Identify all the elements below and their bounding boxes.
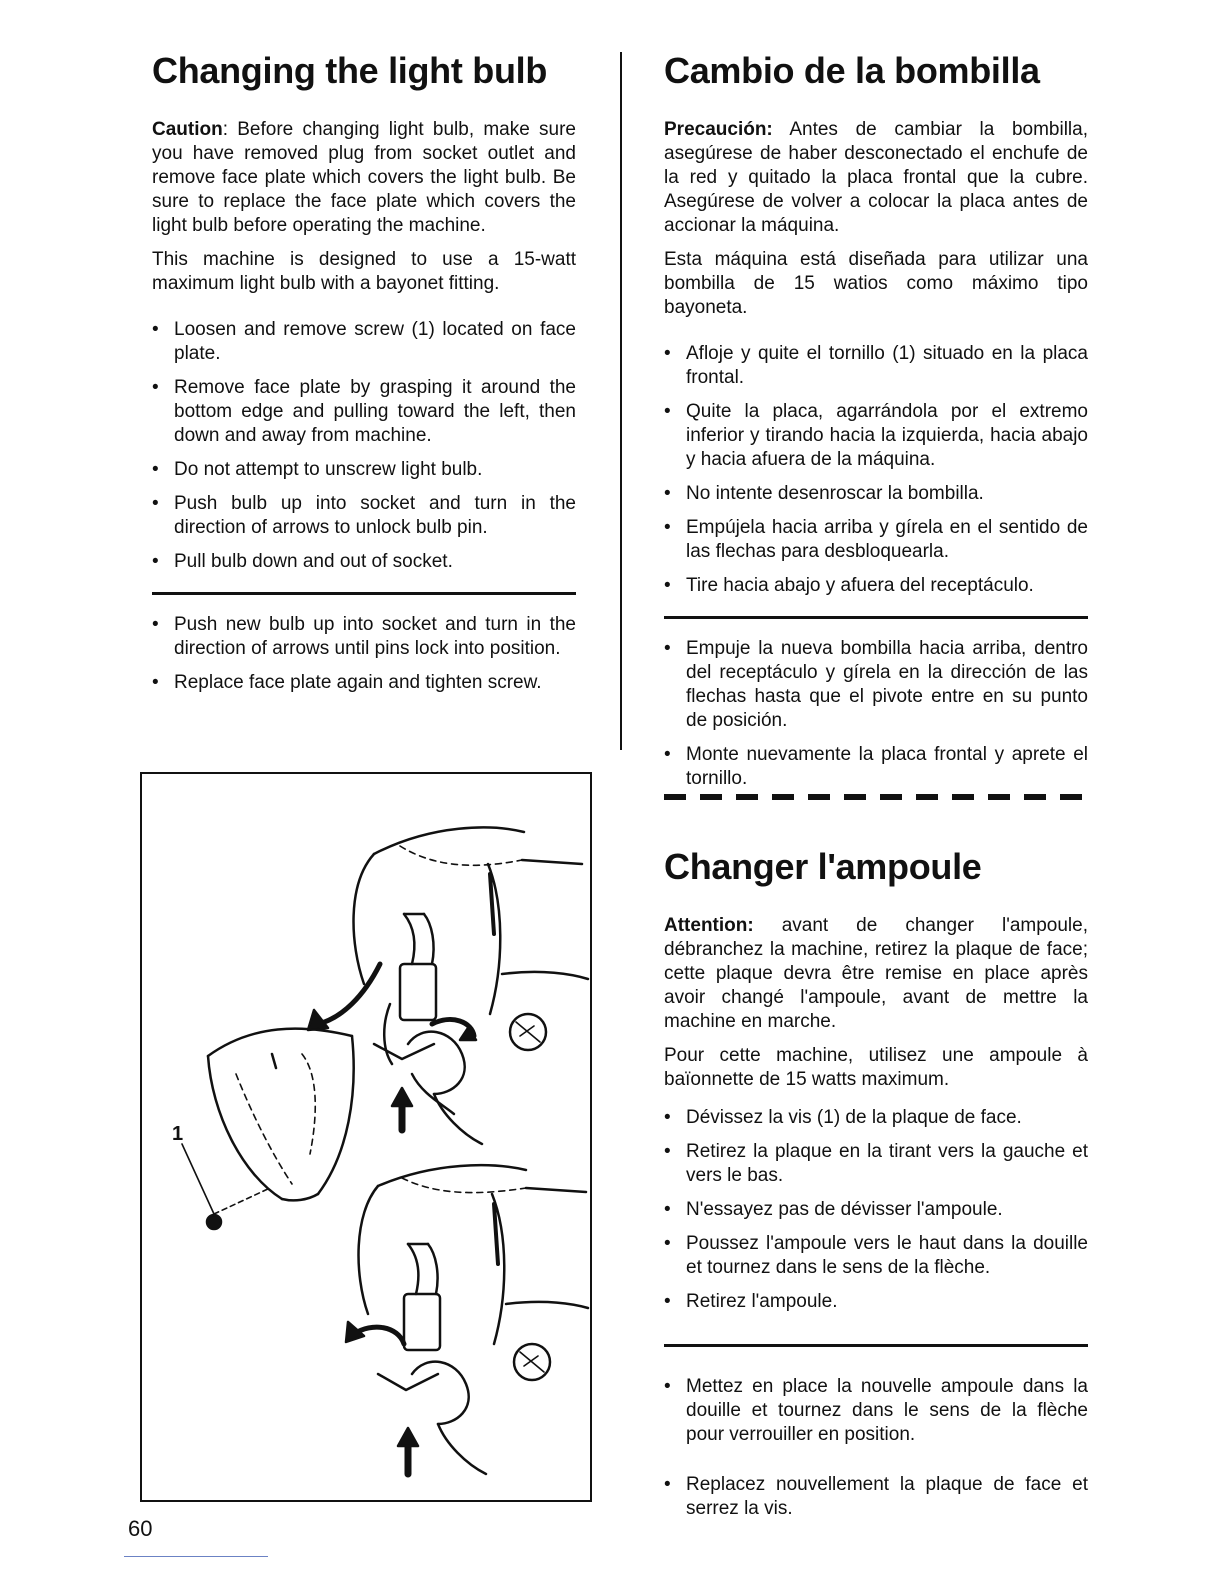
french-info: Pour cette machine, utilisez une ampoule à baïonnette de 15 watts maximum. <box>664 1045 1088 1090</box>
list-item: • Retirez l'ampoule. <box>664 1291 838 1312</box>
screw-label: 1 <box>172 1123 184 1145</box>
english-install-steps <box>152 613 576 695</box>
list-item: • Poussez l'ampoule vers le haut dans la douille et tournez dans le sens de la flèche. <box>664 1233 1088 1278</box>
page-number: 60 <box>128 1516 153 1541</box>
bullet: • <box>664 1474 671 1495</box>
spanish-caution <box>664 118 1088 238</box>
list-item: • No intente desenroscar la bombilla. <box>664 483 984 504</box>
bullet: • <box>152 319 159 340</box>
illustration-drawing <box>142 774 590 1500</box>
spanish-install-steps <box>664 637 1088 791</box>
bullet: • <box>152 493 159 514</box>
bullet: • <box>664 1376 671 1397</box>
spanish-title: Cambio de la bombilla <box>664 50 1040 91</box>
list-item: • Replace face plate again and tighten screw. <box>152 672 542 693</box>
section-divider <box>152 592 576 595</box>
english-caution-label: Caution <box>152 119 223 140</box>
section-divider <box>664 1344 1088 1347</box>
french-caution-text: avant de changer l'ampoule, débranchez la machine, retirez la plaque de face; cette plaque devra être remise en place après avoir changé l'ampoule, avant de mettre la machine en marche. <box>664 915 1088 1032</box>
spanish-removal-steps <box>664 342 1088 598</box>
english-info: This machine is designed to use a 15-watt maximum light bulb with a bayonet fitting. <box>152 249 576 294</box>
english-caution <box>152 118 576 238</box>
bulb-illustration <box>140 772 592 1502</box>
list-item: • N'essayez pas de dévisser l'ampoule. <box>664 1199 1003 1220</box>
bullet: • <box>664 638 671 659</box>
spanish-section <box>664 50 1088 801</box>
list-item: • Retirez la plaque en la tirant vers la gauche et vers le bas. <box>664 1141 1088 1186</box>
english-removal-steps <box>152 318 576 574</box>
bullet: • <box>664 343 671 364</box>
bullet: • <box>664 1199 671 1220</box>
list-item: • Empújela hacia arriba y gírela en el sentido de las flechas para desbloquearla. <box>664 517 1088 562</box>
list-item: • Empuje la nueva bombilla hacia arriba, dentro del receptáculo y gírela en la dirección de las flechas hasta que el pivote entre en su punto de posición. <box>664 638 1088 731</box>
list-item: • Dévissez la vis (1) de la plaque de face. <box>664 1107 1022 1128</box>
list-item: • Monte nuevamente la placa frontal y aprete el tornillo. <box>664 744 1088 789</box>
bullet: • <box>664 1141 671 1162</box>
list-item: • Loosen and remove screw (1) located on face plate. <box>152 319 576 364</box>
list-item: • Afloje y quite el tornillo (1) situado en la placa frontal. <box>664 343 1088 388</box>
bullet: • <box>664 1291 671 1312</box>
bullet: • <box>152 459 159 480</box>
list-item: • Mettez en place la nouvelle ampoule dans la douille et tournez dans le sens de la flèche pour verrouiller en position. <box>664 1376 1088 1445</box>
bullet: • <box>664 401 671 422</box>
french-section <box>664 846 1088 1531</box>
bullet: • <box>152 377 159 398</box>
list-item: • Pull bulb down and out of socket. <box>152 551 453 572</box>
english-title: Changing the light bulb <box>152 50 548 91</box>
section-divider <box>664 616 1088 619</box>
bullet: • <box>152 551 159 572</box>
list-item: • Tire hacia abajo y afuera del receptáculo. <box>664 575 1034 596</box>
french-caution <box>664 914 1088 1034</box>
bullet: • <box>664 517 671 538</box>
list-item: • Remove face plate by grasping it around the bottom edge and pulling toward the left, then down and away from machine. <box>152 377 576 446</box>
spanish-caution-text: Antes de cambiar la bombilla, asegúrese de haber desconectado el enchufe de la red y quitado la placa frontal que la cubre. Asegúrese de volver a colocar la placa antes de accionar la máquina. <box>664 119 1088 236</box>
french-removal-steps <box>664 1106 1088 1314</box>
list-item: • Quite la placa, agarrándola por el extremo inferior y tirando hacia la izquierda, hacia abajo y hacia afuera de la máquina. <box>664 401 1088 470</box>
spanish-caution-label: Precaución: <box>664 119 773 140</box>
dashed-divider <box>664 794 1088 802</box>
bullet: • <box>664 744 671 765</box>
bullet: • <box>152 672 159 693</box>
list-item: • Push new bulb up into socket and turn in the direction of arrows until pins lock into position. <box>152 614 576 659</box>
french-install-steps <box>664 1375 1088 1521</box>
footer-line <box>124 1556 268 1557</box>
column-divider <box>620 52 622 750</box>
bullet: • <box>664 575 671 596</box>
french-caution-label: Attention: <box>664 915 754 936</box>
spanish-info: Esta máquina está diseñada para utilizar una bombilla de 15 watios como máximo tipo bayoneta. <box>664 249 1088 318</box>
list-item: • Replacez nouvellement la plaque de face et serrez la vis. <box>664 1474 1088 1519</box>
french-title: Changer l'ampoule <box>664 846 982 887</box>
list-item: • Do not attempt to unscrew light bulb. <box>152 459 483 480</box>
bullet: • <box>152 614 159 635</box>
list-item: • Push bulb up into socket and turn in the direction of arrows to unlock bulb pin. <box>152 493 576 538</box>
bullet: • <box>664 1107 671 1128</box>
english-section <box>152 50 576 705</box>
bullet: • <box>664 1233 671 1254</box>
english-caution-text: : Before changing light bulb, make sure you have removed plug from socket outlet and remove face plate which covers the light bulb. Be sure to replace the face plate which covers the light bulb before operating the machine. <box>152 119 576 236</box>
bullet: • <box>664 483 671 504</box>
